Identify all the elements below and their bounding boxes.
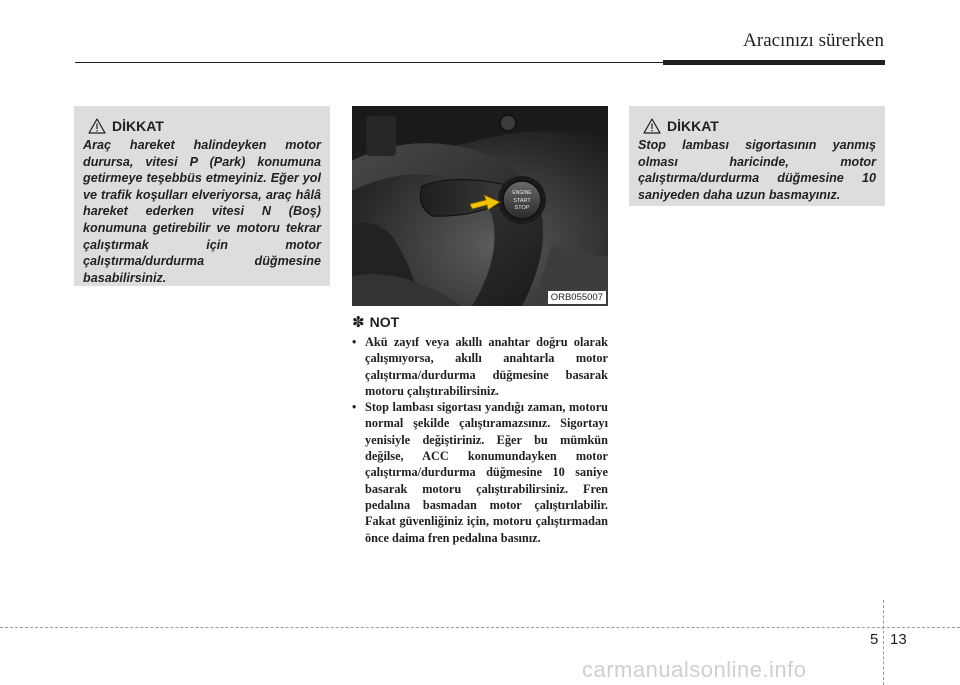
caution-title: DİKKAT [667,118,719,134]
list-item: • Akü zayıf veya akıllı anahtar doğru olarak çalışmıyorsa, akıllı anahtarla motor çalıştırma/durdurma düğmesine basarak motoru çalıştırabilirsiniz. [352,334,608,399]
warning-triangle-icon [88,118,106,134]
page-number: 13 [890,631,907,648]
button-stop-label: STOP [514,205,530,211]
watermark: carmanualsonline.info [582,657,807,682]
caution-box-right [629,106,885,206]
note-section [352,312,608,546]
note-title: NOT [369,314,400,330]
note-star-icon: ✽ [352,313,365,331]
caution-body: Stop lambası sigortasının yanmış olması haricinde, motor çalıştırma/durdurma düğmesine 10 saniyeden daha uzun basmayınız. [638,138,876,202]
caution-box-left [74,106,330,286]
warning-triangle-icon [643,118,661,134]
chapter-number: 5 [870,631,879,648]
figure-code: ORB055007 [548,291,606,304]
start-stop-button-photo [352,106,608,306]
caution-heading [638,116,876,136]
caution-heading [83,116,321,136]
page-header-title: Aracınızı sürerken [743,30,884,51]
list-item: • Stop lambası sigortası yandığı zaman, motoru normal şekilde çalıştıramazsınız. Sigortayı yenisiyle değiştiriniz. Eğer bu mümkün değilse, ACC konumundayken motor çalıştırma/durdurma düğmesine 10 saniye basarak motoru çalıştırabilirsiniz. Fren pedalına basmadan motor çalıştırılabilir. Fakat güvenliğiniz için, motoru çalıştırmadan önce daima fren pedalına basınız. [352,399,608,546]
header-rule-thin [75,62,663,63]
footer-divider [883,600,884,685]
note-list [352,334,608,546]
button-engine-label: ENGINE [512,190,532,196]
dashboard-illustration [352,106,608,306]
caution-body: Araç hareket halindeyken motor durursa, vitesi P (Park) konumuna getirmeye teşebbüs etmeyiniz. Eğer yol ve trafik koşulları elveriyorsa, araç hâlâ hareket ederken vitesi N (Boş) konumuna getirebilir ve motoru tekrar çalıştırmak için motor çalıştırma/durdurma düğmesine basabilirsiniz. [83,138,321,285]
header-rule [75,60,885,65]
note-heading [352,312,608,332]
button-start-label: START [513,198,531,204]
caution-title: DİKKAT [112,118,164,134]
footer-rule [0,627,960,628]
header-rule-thick [663,60,885,65]
